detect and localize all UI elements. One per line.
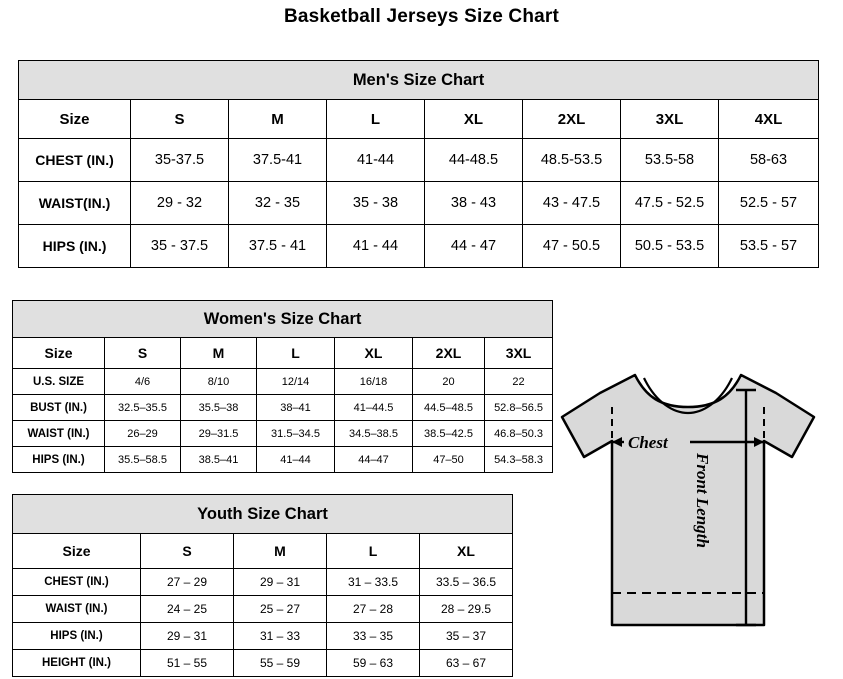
table-cell: 53.5-58	[621, 139, 719, 182]
column-header: 3XL	[485, 338, 553, 369]
table-cell: 46.8–50.3	[485, 421, 553, 447]
row-label: HEIGHT (IN.)	[13, 650, 141, 677]
table-caption-row	[13, 495, 513, 534]
table-row	[19, 182, 819, 225]
table-cell: 35 - 37.5	[131, 225, 229, 268]
table-row	[13, 569, 513, 596]
column-header: Size	[13, 338, 105, 369]
table-row	[13, 650, 513, 677]
table-cell: 38.5–42.5	[413, 421, 485, 447]
womens-size-chart-table	[12, 300, 553, 473]
table-cell: 26–29	[105, 421, 181, 447]
column-header: S	[141, 534, 234, 569]
column-header: Size	[19, 100, 131, 139]
column-header: Size	[13, 534, 141, 569]
table-cell: 53.5 - 57	[719, 225, 819, 268]
table-header-row	[19, 100, 819, 139]
table-cell: 8/10	[181, 369, 257, 395]
table-cell: 58-63	[719, 139, 819, 182]
column-header: XL	[420, 534, 513, 569]
mens-size-chart-table	[18, 60, 819, 268]
table-cell: 59 – 63	[327, 650, 420, 677]
table-header-row	[13, 534, 513, 569]
mens-chart-title: Men's Size Chart	[19, 61, 819, 100]
chest-measure-label: Chest	[628, 433, 668, 452]
table-cell: 34.5–38.5	[335, 421, 413, 447]
table-row	[13, 623, 513, 650]
column-header: S	[131, 100, 229, 139]
table-cell: 32.5–35.5	[105, 395, 181, 421]
table-cell: 51 – 55	[141, 650, 234, 677]
page-title: Basketball Jerseys Size Chart	[283, 6, 560, 27]
row-label: U.S. SIZE	[13, 369, 105, 395]
table-cell: 20	[413, 369, 485, 395]
table-cell: 54.3–58.3	[485, 447, 553, 473]
tshirt-measurement-diagram	[540, 345, 840, 665]
table-cell: 35 - 38	[327, 182, 425, 225]
column-header: L	[327, 534, 420, 569]
table-cell: 35 – 37	[420, 623, 513, 650]
table-cell: 47.5 - 52.5	[621, 182, 719, 225]
table-cell: 52.5 - 57	[719, 182, 819, 225]
column-header: M	[181, 338, 257, 369]
table-header-row	[13, 338, 553, 369]
table-cell: 29 - 32	[131, 182, 229, 225]
table-cell: 37.5 - 41	[229, 225, 327, 268]
table-cell: 37.5-41	[229, 139, 327, 182]
table-cell: 38.5–41	[181, 447, 257, 473]
table-cell: 48.5-53.5	[523, 139, 621, 182]
table-cell: 38 - 43	[425, 182, 523, 225]
table-cell: 41 - 44	[327, 225, 425, 268]
table-row	[13, 596, 513, 623]
table-cell: 27 – 29	[141, 569, 234, 596]
table-cell: 47–50	[413, 447, 485, 473]
table-cell: 43 - 47.5	[523, 182, 621, 225]
table-cell: 22	[485, 369, 553, 395]
table-cell: 55 – 59	[234, 650, 327, 677]
table-cell: 27 – 28	[327, 596, 420, 623]
youth-chart-title: Youth Size Chart	[13, 495, 513, 534]
table-cell: 38–41	[257, 395, 335, 421]
row-label: WAIST (IN.)	[13, 596, 141, 623]
table-cell: 41–44	[257, 447, 335, 473]
column-header: L	[257, 338, 335, 369]
table-cell: 63 – 67	[420, 650, 513, 677]
youth-size-chart-table	[12, 494, 513, 677]
table-cell: 16/18	[335, 369, 413, 395]
table-cell: 44–47	[335, 447, 413, 473]
row-label: CHEST (IN.)	[13, 569, 141, 596]
tshirt-icon	[540, 345, 840, 665]
column-header: 3XL	[621, 100, 719, 139]
row-label: CHEST (IN.)	[19, 139, 131, 182]
table-caption-row	[13, 301, 553, 338]
table-cell: 33 – 35	[327, 623, 420, 650]
table-cell: 4/6	[105, 369, 181, 395]
table-cell: 29 – 31	[234, 569, 327, 596]
table-cell: 35-37.5	[131, 139, 229, 182]
table-cell: 50.5 - 53.5	[621, 225, 719, 268]
table-cell: 24 – 25	[141, 596, 234, 623]
table-cell: 41–44.5	[335, 395, 413, 421]
table-row	[13, 421, 553, 447]
column-header: S	[105, 338, 181, 369]
table-cell: 44.5–48.5	[413, 395, 485, 421]
table-cell: 31.5–34.5	[257, 421, 335, 447]
table-cell: 44-48.5	[425, 139, 523, 182]
table-cell: 52.8–56.5	[485, 395, 553, 421]
column-header: 2XL	[523, 100, 621, 139]
front-length-measure-label: Front Length	[693, 453, 712, 548]
row-label: HIPS (IN.)	[19, 225, 131, 268]
column-header: L	[327, 100, 425, 139]
row-label: HIPS (IN.)	[13, 447, 105, 473]
table-cell: 35.5–38	[181, 395, 257, 421]
table-cell: 31 – 33	[234, 623, 327, 650]
table-caption-row	[19, 61, 819, 100]
table-cell: 41-44	[327, 139, 425, 182]
column-header: 4XL	[719, 100, 819, 139]
column-header: XL	[425, 100, 523, 139]
table-cell: 33.5 – 36.5	[420, 569, 513, 596]
row-label: BUST (IN.)	[13, 395, 105, 421]
table-row	[13, 369, 553, 395]
table-cell: 29 – 31	[141, 623, 234, 650]
table-cell: 12/14	[257, 369, 335, 395]
row-label: WAIST (IN.)	[13, 421, 105, 447]
table-row	[19, 225, 819, 268]
table-cell: 29–31.5	[181, 421, 257, 447]
table-cell: 32 - 35	[229, 182, 327, 225]
table-row	[13, 395, 553, 421]
row-label: WAIST(IN.)	[19, 182, 131, 225]
table-row	[19, 139, 819, 182]
column-header: XL	[335, 338, 413, 369]
womens-chart-title: Women's Size Chart	[13, 301, 553, 338]
table-cell: 31 – 33.5	[327, 569, 420, 596]
table-row	[13, 447, 553, 473]
table-cell: 47 - 50.5	[523, 225, 621, 268]
table-cell: 28 – 29.5	[420, 596, 513, 623]
table-cell: 44 - 47	[425, 225, 523, 268]
column-header: M	[234, 534, 327, 569]
table-cell: 35.5–58.5	[105, 447, 181, 473]
column-header: M	[229, 100, 327, 139]
row-label: HIPS (IN.)	[13, 623, 141, 650]
column-header: 2XL	[413, 338, 485, 369]
table-cell: 25 – 27	[234, 596, 327, 623]
